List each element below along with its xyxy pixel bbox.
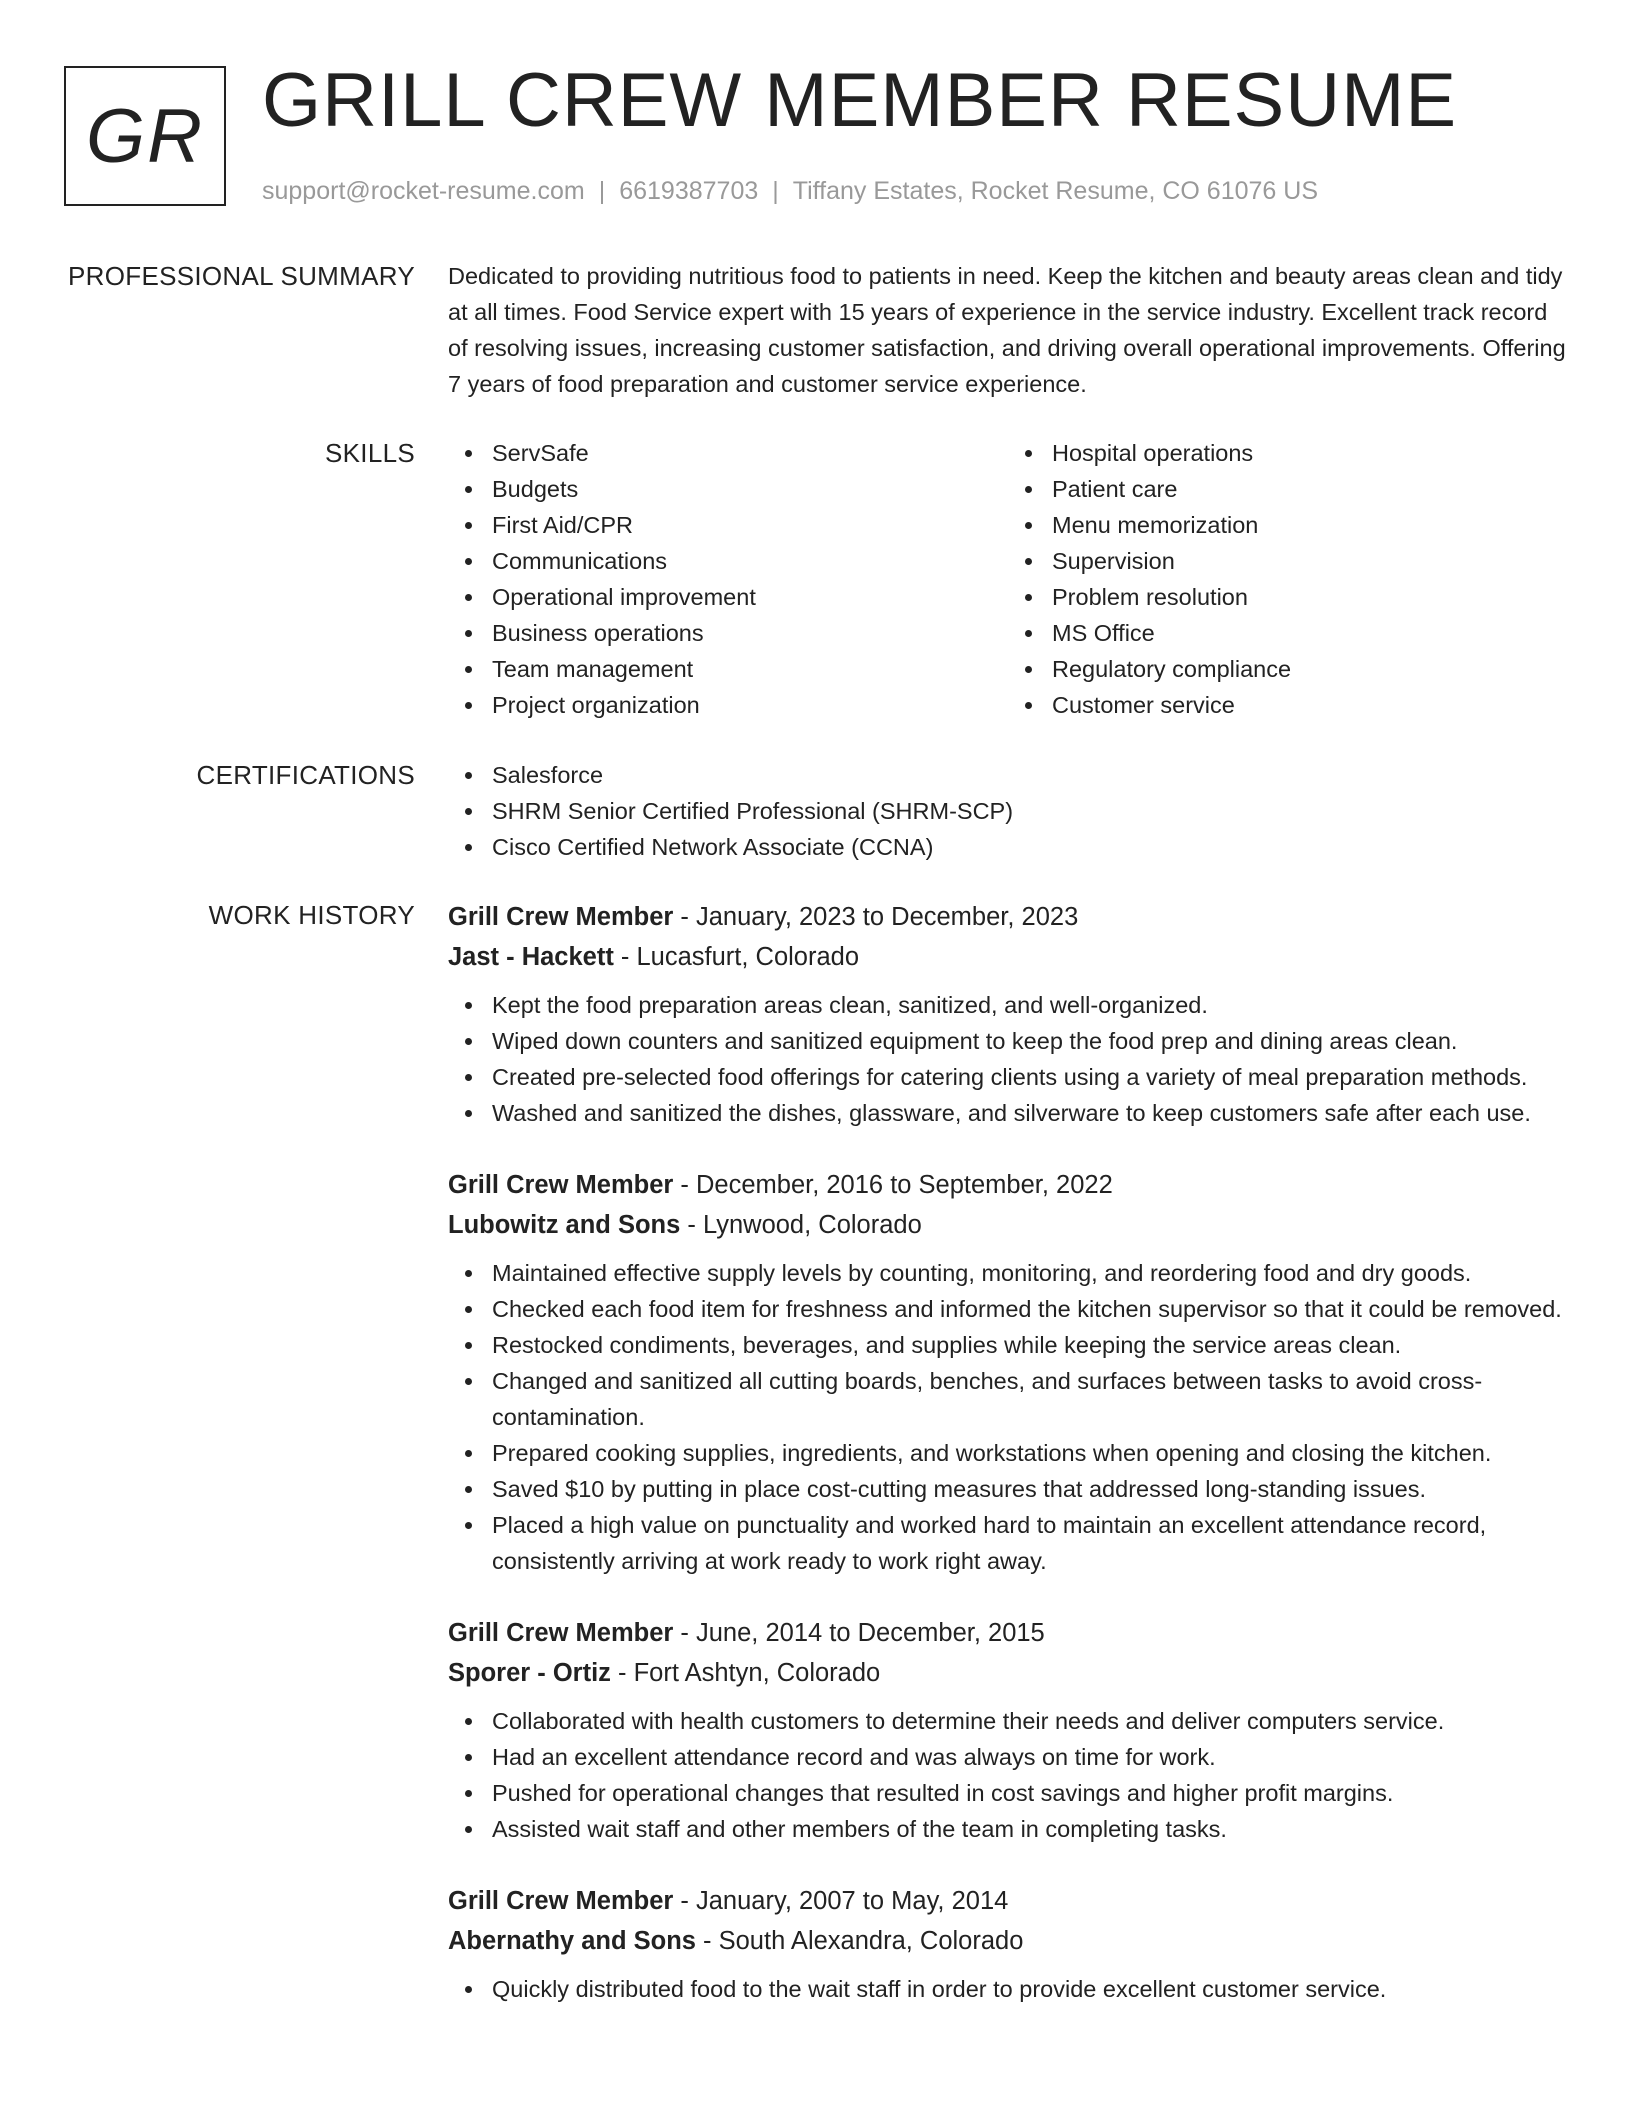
contact-separator: | [598, 177, 606, 205]
job-bullet: Maintained effective supply levels by counting, monitoring, and reordering food and dry goods. [492, 1255, 1568, 1291]
job-entry [448, 1165, 1568, 1579]
job-bullet: Had an excellent attendance record and was always on time for work. [492, 1739, 1568, 1775]
certifications-list [448, 757, 1568, 865]
certification-item: Salesforce [492, 757, 1568, 793]
job-dates: - December, 2016 to September, 2022 [673, 1171, 1113, 1199]
skills-list-left [448, 435, 1008, 723]
certification-item: SHRM Senior Certified Professional (SHRM-SCP) [492, 793, 1568, 829]
skill-item: Regulatory compliance [1052, 651, 1568, 687]
page-title: GRILL CREW MEMBER RESUME [262, 58, 1458, 143]
job-bullet: Placed a high value on punctuality and worked hard to maintain an excellent attendance record, consistently arriving at work ready to work right away. [492, 1507, 1568, 1579]
job-bullet: Kept the food preparation areas clean, sanitized, and well-organized. [492, 987, 1568, 1023]
job-entry [448, 1613, 1568, 1847]
job-company-line [448, 1205, 1568, 1245]
skill-item: MS Office [1052, 615, 1568, 651]
skill-item: Project organization [492, 687, 1008, 723]
job-bullet: Prepared cooking supplies, ingredients, and workstations when opening and closing the kitchen. [492, 1435, 1568, 1471]
job-company: Abernathy and Sons [448, 1927, 696, 1955]
job-title: Grill Crew Member [448, 1171, 674, 1199]
job-bullet: Assisted wait staff and other members of the team in completing tasks. [492, 1811, 1568, 1847]
job-bullet: Created pre-selected food offerings for catering clients using a variety of meal preparation methods. [492, 1059, 1568, 1095]
skill-item: ServSafe [492, 435, 1008, 471]
skills-list-right [1008, 435, 1568, 723]
monogram-logo: GR [64, 66, 226, 206]
section-label-skills: SKILLS [325, 438, 415, 468]
skill-item: Menu memorization [1052, 507, 1568, 543]
job-entry [448, 897, 1568, 1131]
job-title-line [448, 1165, 1568, 1205]
job-company: Jast - Hackett [448, 943, 614, 971]
skill-item: First Aid/CPR [492, 507, 1008, 543]
job-dates: - January, 2007 to May, 2014 [673, 1887, 1009, 1915]
section-label-certifications: CERTIFICATIONS [196, 760, 415, 790]
skill-item: Operational improvement [492, 579, 1008, 615]
job-bullet: Pushed for operational changes that resulted in cost savings and higher profit margins. [492, 1775, 1568, 1811]
job-company-line [448, 1921, 1568, 1961]
contact-phone: 6619387703 [619, 177, 759, 205]
job-title: Grill Crew Member [448, 903, 674, 931]
job-company-line [448, 1653, 1568, 1693]
job-company-line [448, 937, 1568, 977]
job-title-line [448, 897, 1568, 937]
skill-item: Communications [492, 543, 1008, 579]
job-location: - Lucasfurt, Colorado [613, 943, 860, 971]
job-bullets [448, 987, 1568, 1131]
contact-address: Tiffany Estates, Rocket Resume, CO 61076 US [792, 177, 1318, 205]
job-bullet: Collaborated with health customers to determine their needs and deliver computers service. [492, 1703, 1568, 1739]
contact-email: support@rocket-resume.com [262, 177, 585, 205]
section-label-work-history: WORK HISTORY [208, 900, 415, 930]
job-company: Sporer - Ortiz [448, 1659, 611, 1687]
skill-item: Problem resolution [1052, 579, 1568, 615]
job-title-line [448, 1613, 1568, 1653]
jobs-list [448, 897, 1568, 2041]
job-location: - Fort Ashtyn, Colorado [610, 1659, 881, 1687]
job-dates: - January, 2023 to December, 2023 [673, 903, 1079, 931]
job-dates: - June, 2014 to December, 2015 [673, 1619, 1045, 1647]
job-bullet: Restocked condiments, beverages, and supplies while keeping the service areas clean. [492, 1327, 1568, 1363]
job-bullet: Quickly distributed food to the wait staff in order to provide excellent customer service. [492, 1971, 1568, 2007]
job-bullet: Washed and sanitized the dishes, glassware, and silverware to keep customers safe after each use. [492, 1095, 1568, 1131]
section-label-summary: PROFESSIONAL SUMMARY [68, 261, 415, 291]
certification-item: Cisco Certified Network Associate (CCNA) [492, 829, 1568, 865]
job-bullet: Wiped down counters and sanitized equipment to keep the food prep and dining areas clean. [492, 1023, 1568, 1059]
summary-text: Dedicated to providing nutritious food to patients in need. Keep the kitchen and beauty areas clean and tidy at all times. Food Service expert with 15 years of experience in the service industry. Excellent track record of resolving issues, increasing customer satisfaction, and driving overall operational improvements. Offering 7 years of food preparation and customer service experience. [448, 263, 1566, 397]
job-bullet: Saved $10 by putting in place cost-cutting measures that addressed long-standing issues. [492, 1471, 1568, 1507]
job-bullet: Checked each food item for freshness and informed the kitchen supervisor so that it could be removed. [492, 1291, 1568, 1327]
skills-columns [448, 435, 1568, 723]
skill-item: Team management [492, 651, 1008, 687]
job-title: Grill Crew Member [448, 1619, 674, 1647]
job-company: Lubowitz and Sons [448, 1211, 681, 1239]
job-bullets [448, 1971, 1568, 2007]
skill-item: Hospital operations [1052, 435, 1568, 471]
job-location: - South Alexandra, Colorado [695, 1927, 1024, 1955]
job-title: Grill Crew Member [448, 1887, 674, 1915]
contact-line [262, 174, 1318, 208]
skill-item: Business operations [492, 615, 1008, 651]
job-location: - Lynwood, Colorado [680, 1211, 922, 1239]
contact-separator: | [772, 177, 779, 205]
skill-item: Supervision [1052, 543, 1568, 579]
skill-item: Patient care [1052, 471, 1568, 507]
skill-item: Budgets [492, 471, 1008, 507]
job-entry [448, 1881, 1568, 2007]
job-bullets [448, 1703, 1568, 1847]
job-title-line [448, 1881, 1568, 1921]
skill-item: Customer service [1052, 687, 1568, 723]
certifications-body [448, 757, 1568, 865]
job-bullets [448, 1255, 1568, 1579]
job-bullet: Changed and sanitized all cutting boards, benches, and surfaces between tasks to avoid cross-contamination. [492, 1363, 1568, 1435]
